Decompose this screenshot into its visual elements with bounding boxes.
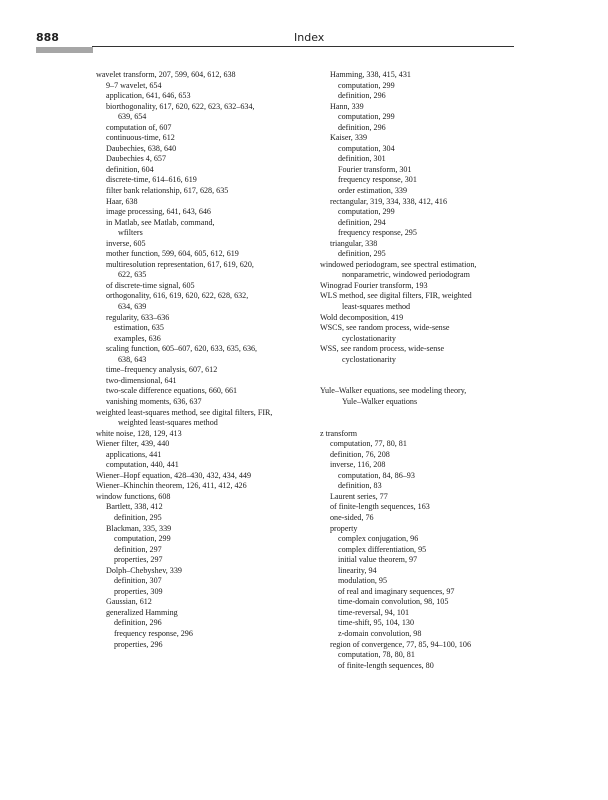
index-entry: definition, 297 bbox=[114, 544, 162, 554]
index-entry: Haar, 638 bbox=[106, 196, 138, 206]
index-entry: biorthogonality, 617, 620, 622, 623, 632–634, bbox=[106, 101, 255, 111]
index-entry: definition, 604 bbox=[106, 164, 154, 174]
index-entry: windowed periodogram, see spectral estimation, bbox=[320, 259, 477, 269]
index-entry: Gaussian, 612 bbox=[106, 597, 152, 607]
index-entry: cyclostationarity bbox=[342, 354, 396, 364]
index-entry: weighted least-squares method, see digital filters, FIR, bbox=[96, 407, 273, 417]
index-entry: linearity, 94 bbox=[338, 565, 377, 575]
index-entry: definition, 296 bbox=[114, 618, 162, 628]
index-entry: white noise, 128, 129, 413 bbox=[96, 428, 182, 438]
index-entry: Winograd Fourier transform, 193 bbox=[320, 280, 428, 290]
running-head: Index bbox=[294, 31, 325, 44]
index-entry: computation, 299 bbox=[114, 534, 171, 544]
index-entry: scaling function, 605–607, 620, 633, 635, 636, bbox=[106, 344, 258, 354]
index-entry: estimation, 635 bbox=[114, 323, 164, 333]
index-entry: computation, 299 bbox=[338, 207, 395, 217]
index-entry: nonparametric, windowed periodogram bbox=[342, 270, 470, 280]
index-entry: of finite-length sequences, 80 bbox=[338, 660, 434, 670]
index-entry: 634, 639 bbox=[118, 302, 147, 312]
index-column-left bbox=[96, 70, 310, 650]
index-entry: Yule–Walker equations, see modeling theory, bbox=[320, 386, 467, 396]
index-entry: regularity, 633–636 bbox=[106, 312, 170, 322]
index-column-right bbox=[320, 70, 520, 671]
index-entry: Fourier transform, 301 bbox=[338, 164, 412, 174]
index-entry: modulation, 95 bbox=[338, 576, 388, 586]
index-gap bbox=[320, 408, 520, 419]
index-entry: examples, 636 bbox=[114, 333, 161, 343]
index-entry: computation, 299 bbox=[338, 112, 395, 122]
index-entry: computation, 304 bbox=[338, 143, 395, 153]
index-entry: Yule–Walker equations bbox=[342, 396, 418, 406]
index-entry: time-reversal, 94, 101 bbox=[338, 607, 410, 617]
index-entry: 639, 654 bbox=[118, 112, 147, 122]
index-entry: computation, 299 bbox=[338, 80, 395, 90]
index-entry: applications, 441 bbox=[106, 449, 162, 459]
index-entry: of discrete-time signal, 605 bbox=[106, 280, 195, 290]
index-gap bbox=[320, 365, 520, 376]
index-entry: z transform bbox=[320, 428, 358, 438]
index-entry: filter bank relationship, 617, 628, 635 bbox=[106, 186, 229, 196]
index-entry: generalized Hamming bbox=[106, 607, 178, 617]
index-entry: vanishing moments, 636, 637 bbox=[106, 396, 202, 406]
index-entry: initial value theorem, 97 bbox=[338, 555, 418, 565]
index-entry: definition, 76, 208 bbox=[330, 449, 390, 459]
index-entry: definition, 295 bbox=[114, 512, 162, 522]
page-number: 888 bbox=[36, 31, 59, 44]
index-entry: computation, 77, 80, 81 bbox=[330, 439, 407, 449]
index-entry: WSS, see random process, wide-sense bbox=[320, 344, 445, 354]
index-entry: discrete-time, 614–616, 619 bbox=[106, 175, 197, 185]
index-entry: computation, 84, 86–93 bbox=[338, 470, 415, 480]
index-entry: Hamming, 338, 415, 431 bbox=[330, 70, 411, 79]
index-entry: computation of, 607 bbox=[106, 122, 172, 132]
index-entry: Daubechies 4, 657 bbox=[106, 154, 167, 164]
index-entry: time–frequency analysis, 607, 612 bbox=[106, 365, 218, 375]
index-entry: orthogonality, 616, 619, 620, 622, 628, 632, bbox=[106, 291, 249, 301]
index-entry: definition, 307 bbox=[114, 576, 162, 586]
index-entry: WSCS, see random process, wide-sense bbox=[320, 323, 450, 333]
index-entry: 638, 643 bbox=[118, 354, 147, 364]
index-entry: Daubechies, 638, 640 bbox=[106, 143, 177, 153]
index-entry: wfilters bbox=[118, 228, 143, 238]
index-entry: Bartlett, 338, 412 bbox=[106, 502, 163, 512]
index-entry: multiresolution representation, 617, 619, 620, bbox=[106, 259, 254, 269]
index-entry: definition, 296 bbox=[338, 91, 386, 101]
index-entry: continuous-time, 612 bbox=[106, 133, 175, 143]
index-entry: mother function, 599, 604, 605, 612, 619 bbox=[106, 249, 239, 259]
index-entry: definition, 301 bbox=[338, 154, 386, 164]
index-entry: rectangular, 319, 334, 338, 412, 416 bbox=[330, 196, 448, 206]
index-entry: properties, 296 bbox=[114, 639, 163, 649]
index-entry: computation, 78, 80, 81 bbox=[338, 650, 415, 660]
index-entry: in Matlab, see Matlab, command, bbox=[106, 217, 215, 227]
index-entry: weighted least-squares method bbox=[118, 418, 218, 428]
index-entry: Wiener–Khinchin theorem, 126, 411, 412, 426 bbox=[96, 481, 247, 491]
index-gap bbox=[320, 418, 520, 429]
index-entry: triangular, 338 bbox=[330, 238, 378, 248]
index-entry: Hann, 339 bbox=[330, 101, 364, 111]
index-entry: definition, 294 bbox=[338, 217, 386, 227]
index-entry: one-sided, 76 bbox=[330, 512, 374, 522]
index-entry: of finite-length sequences, 163 bbox=[330, 502, 430, 512]
index-entry: time-shift, 95, 104, 130 bbox=[338, 618, 414, 628]
index-entry: definition, 296 bbox=[338, 122, 386, 132]
index-entry: window functions, 608 bbox=[96, 491, 171, 501]
index-entry: two-dimensional, 641 bbox=[106, 375, 177, 385]
index-entry: least-squares method bbox=[342, 302, 411, 312]
index-entry: wavelet transform, 207, 599, 604, 612, 638 bbox=[96, 70, 236, 79]
index-entry: complex conjugation, 96 bbox=[338, 534, 419, 544]
index-entry: image processing, 641, 643, 646 bbox=[106, 207, 211, 217]
index-entry: of real and imaginary sequences, 97 bbox=[338, 586, 455, 596]
index-entry: Laurent series, 77 bbox=[330, 491, 388, 501]
index-gap bbox=[320, 376, 520, 387]
index-entry: Wiener filter, 439, 440 bbox=[96, 439, 170, 449]
index-entry: two-scale difference equations, 660, 661 bbox=[106, 386, 238, 396]
index-entry: frequency response, 296 bbox=[114, 628, 193, 638]
header-rule bbox=[92, 46, 514, 47]
index-entry: property bbox=[330, 523, 358, 533]
index-entry: time-domain convolution, 98, 105 bbox=[338, 597, 449, 607]
index-entry: frequency response, 295 bbox=[338, 228, 417, 238]
index-entry: complex differentiation, 95 bbox=[338, 544, 427, 554]
index-entry: properties, 309 bbox=[114, 586, 163, 596]
index-entry: 622, 635 bbox=[118, 270, 147, 280]
index-entry: z-domain convolution, 98 bbox=[338, 628, 422, 638]
index-entry: Kaiser, 339 bbox=[330, 133, 367, 143]
index-entry: Wiener–Hopf equation, 428–430, 432, 434, 449 bbox=[96, 470, 252, 480]
index-entry: WLS method, see digital filters, FIR, weighted bbox=[320, 291, 472, 301]
index-entry: region of convergence, 77, 85, 94–100, 106 bbox=[330, 639, 472, 649]
index-entry: Wold decomposition, 419 bbox=[320, 312, 404, 322]
index-entry: 9–7 wavelet, 654 bbox=[106, 80, 162, 90]
index-entry: frequency response, 301 bbox=[338, 175, 417, 185]
index-entry: order estimation, 339 bbox=[338, 186, 408, 196]
index-entry: inverse, 116, 208 bbox=[330, 460, 386, 470]
index-entry: application, 641, 646, 653 bbox=[106, 91, 191, 101]
index-entry: Dolph–Chebyshev, 339 bbox=[106, 565, 182, 575]
header-grey-bar bbox=[36, 47, 93, 53]
index-entry: definition, 83 bbox=[338, 481, 382, 491]
index-entry: Blackman, 335, 339 bbox=[106, 523, 172, 533]
index-entry: computation, 440, 441 bbox=[106, 460, 179, 470]
index-entry: cyclostationarity bbox=[342, 333, 396, 343]
index-entry: definition, 295 bbox=[338, 249, 386, 259]
index-entry: inverse, 605 bbox=[106, 238, 146, 248]
index-entry: properties, 297 bbox=[114, 555, 163, 565]
